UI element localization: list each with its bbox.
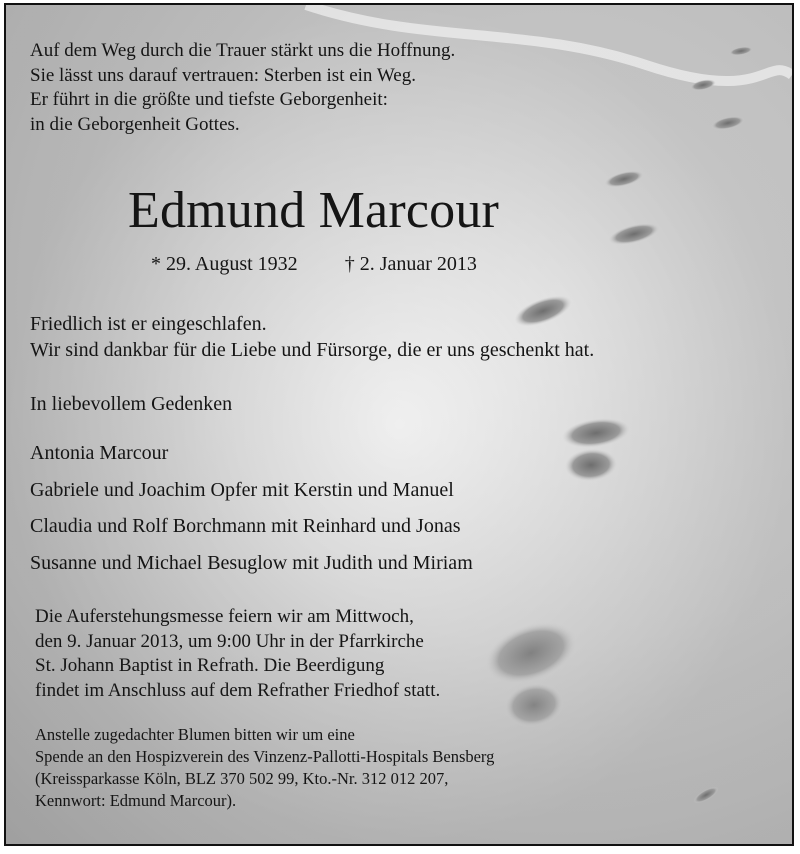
service-line: den 9. Januar 2013, um 9:00 Uhr in der Pfarrkirche: [35, 630, 424, 652]
deceased-name: Edmund Marcour: [128, 182, 500, 239]
donation-line: Spende an den Hospizverein des Vinzenz-Pallotti-Hospitals Bensberg: [35, 747, 495, 766]
donation-line: Kennwort: Edmund Marcour).: [35, 791, 237, 810]
birth-date: * 29. August 1932: [151, 253, 298, 275]
poem-line: in die Geborgenheit Gottes.: [30, 113, 240, 135]
memory-heading: In liebevollem Gedenken: [30, 393, 233, 415]
donation-line: (Kreissparkasse Köln, BLZ 370 502 99, Kto.-Nr. 312 012 207,: [35, 769, 449, 788]
death-date: † 2. Januar 2013: [344, 253, 477, 275]
farewell-message: [30, 311, 594, 363]
poem-line: Er führt in die größte und tiefste Geborgenheit:: [30, 89, 388, 110]
donation-line: Anstelle zugedachter Blumen bitten wir um eine: [35, 725, 355, 744]
service-info: [35, 605, 440, 703]
service-line: findet im Anschluss auf dem Refrather Friedhof statt.: [35, 679, 441, 701]
service-line: Die Auferstehungsmesse feiern wir am Mittwoch,: [35, 606, 414, 627]
service-line: St. Johann Baptist in Refrath. Die Beerdigung: [35, 655, 385, 676]
family-member: Antonia Marcour: [30, 442, 169, 464]
life-dates: [151, 253, 477, 276]
poem-line: Sie lässt uns darauf vertrauen: Sterben ist ein Weg.: [30, 64, 416, 86]
donation-info: [35, 724, 494, 812]
poem-line: Auf dem Weg durch die Trauer stärkt uns die Hoffnung.: [30, 40, 456, 61]
family-member: Gabriele und Joachim Opfer mit Kerstin und Manuel: [30, 478, 454, 501]
family-member: Susanne und Michael Besuglow mit Judith und Miriam: [30, 551, 473, 574]
message-line: Friedlich ist er eingeschlafen.: [30, 313, 267, 335]
poem: [30, 39, 455, 137]
family-list: [30, 435, 473, 581]
family-member: Claudia und Rolf Borchmann mit Reinhard und Jonas: [30, 515, 461, 537]
obituary-notice: [4, 3, 794, 846]
message-line: Wir sind dankbar für die Liebe und Fürsorge, die er uns geschenkt hat.: [30, 339, 595, 361]
